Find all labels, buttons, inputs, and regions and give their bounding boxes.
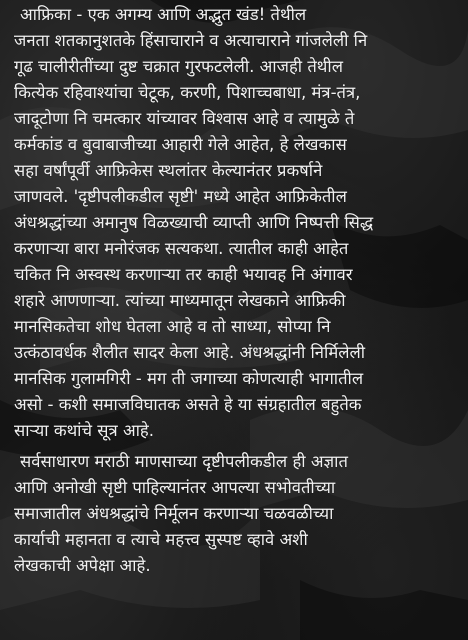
text-line: करणाऱ्या बारा मनोरंजक सत्यकथा. त्यातील काही आहेत: [14, 239, 349, 258]
text-line: गूढ चालीरीतींच्या दुष्ट चक्रात गुरफटलेली. आजही तेथील: [14, 57, 343, 76]
text-line: कर्मकांड व बुवाबाजीच्या आहारी गेले आहेत, हे लेखकास: [14, 135, 347, 154]
text-line: चकित नि अस्वस्थ करणाऱ्या तर काही भयावह नि अंगावर: [14, 265, 353, 284]
text-line: मानसिकतेचा शोध घेतला आहे व तो साध्या, सोप्या नि: [14, 317, 331, 336]
text-line: आफ्रिका - एक अगम्य आणि अद्भुत खंड! तेथील: [20, 5, 307, 24]
text-line: सहा वर्षांपूर्वी आफ्रिकेस स्थलांतर केल्यानंतर प्रकर्षाने: [14, 161, 323, 180]
text-line: अंधश्रद्धांच्या अमानुष विळख्याची व्याप्ती आणि निष्पत्ती सिद्ध: [14, 213, 374, 232]
text-line: जाणवले. 'दृष्टीपलीकडील सृष्टी' मध्ये आहेत आफ्रिकेतील: [14, 187, 347, 206]
text-line: कार्याची महानता व त्याचे महत्त्व सुस्पष्ट व्हावे अशी: [14, 530, 308, 549]
blurb-text: [14, 2, 460, 579]
text-line: साऱ्या कथांचे सूत्र आहे.: [14, 421, 154, 440]
blurb-paragraph-2: [14, 449, 460, 579]
text-line: समाजातील अंधश्रद्धांचे निर्मूलन करणाऱ्या चळवळीच्या: [14, 504, 334, 523]
text-line: मानसिक गुलामगिरी - मग ती जगाच्या कोणत्याही भागातील: [14, 369, 364, 388]
text-line: शहारे आणणाऱ्या. त्यांच्या माध्यमातून लेखकाने आफ्रिकी: [14, 291, 346, 310]
text-line: कित्येक रहिवाश्यांचा चेटूक, करणी, पिशाच्चबाधा, मंत्र-तंत्र,: [14, 83, 361, 102]
text-line: आणि अनोखी सृष्टी पाहिल्यानंतर आपल्या सभोवतीच्या: [14, 478, 336, 497]
text-line: लेखकाची अपेक्षा आहे.: [14, 556, 151, 575]
text-line: जनता शतकानुशतके हिंसाचाराने व अत्याचाराने गांजलेली नि: [14, 31, 368, 50]
text-line: असो - कशी समाजविघातक असते हे या संग्रहातील बहुतेक: [14, 395, 362, 414]
blurb-paragraph-1: [14, 2, 460, 444]
text-line: उत्कंठावर्धक शैलीत सादर केला आहे. अंधश्रद्धांनी निर्मिलेली: [14, 343, 366, 362]
text-line: जादूटोणा नि चमत्कार यांच्यावर विश्वास आहे व त्यामुळे ते: [14, 109, 355, 128]
text-line: सर्वसाधारण मराठी माणसाच्या दृष्टीपलीकडील ही अज्ञात: [20, 452, 348, 471]
